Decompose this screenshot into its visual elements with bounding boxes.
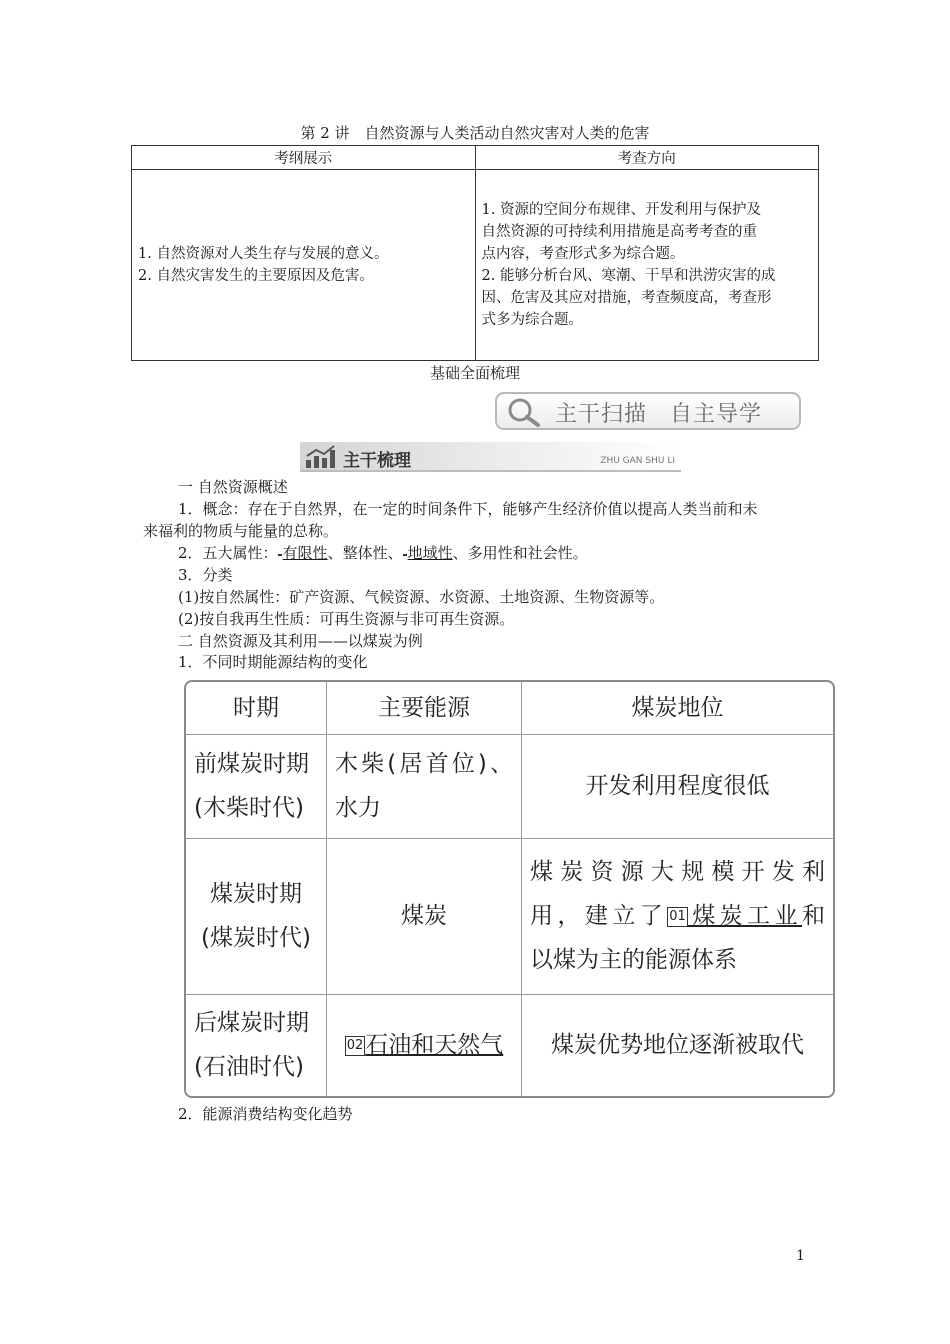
attributes-line: [178, 542, 588, 564]
concept-line-2: 来福利的物质与能量的总称。: [143, 522, 339, 540]
blank-answer: 煤炭工业: [687, 903, 803, 929]
classification-heading: 3．分类: [178, 566, 233, 584]
page-number: 1: [796, 1248, 805, 1264]
table-header-coal-status: 煤炭地位: [522, 682, 834, 734]
trend-chart-icon: [304, 444, 336, 470]
magnifier-icon: [505, 397, 545, 427]
period-era: (木柴时代): [194, 795, 304, 821]
outline-direction-line: 式多为综合题。: [481, 312, 583, 328]
outline-direction-line: 因、危害及其应对措施，考查频度高，考查形: [481, 290, 772, 306]
section-pinyin: ZHU GAN SHU LI: [600, 456, 675, 466]
period-cell: [186, 734, 327, 838]
period-era: (煤炭时代): [201, 925, 311, 951]
attributes-prefix: 2．五大属性：: [178, 544, 278, 562]
energy-cell: [327, 734, 522, 838]
section-header: [300, 442, 681, 472]
outline-direction-line: 自然资源的可持续利用措施是高考考查的重: [481, 224, 757, 240]
table-row: [186, 994, 833, 1096]
table-header-energy: 主要能源: [327, 682, 522, 734]
blank-number-box: [403, 554, 407, 556]
blank-number-box: [278, 554, 282, 556]
blank-answer: 地域性: [407, 544, 453, 562]
coal-status-cell: 开发利用程度很低: [522, 734, 834, 838]
status-line: [530, 894, 825, 938]
period-name: 前煤炭时期: [194, 751, 309, 777]
outline-direction-line: 1. 资源的空间分布规律、开发利用与保护及: [481, 202, 761, 218]
table-row: [186, 734, 833, 838]
classification-natural: (1)按自然属性：矿产资源、气候资源、水资源、土地资源、生物资源等。: [178, 588, 665, 606]
energy-structure-table: [184, 680, 835, 1098]
heading-coal-example: 二 自然资源及其利用——以煤炭为例: [178, 632, 423, 650]
outline-direction-line: 点内容，考查形式多为综合题。: [481, 246, 685, 262]
coal-status-cell: 煤炭优势地位逐渐被取代: [522, 994, 834, 1096]
status-line: 以煤为主的能源体系: [530, 947, 737, 973]
period-name: 煤炭时期: [210, 881, 302, 907]
energy-line: 木柴(居首位)、: [335, 751, 513, 777]
attributes-suffix: 、多用性和社会性。: [452, 544, 588, 562]
status-text: 和: [802, 903, 826, 929]
blank-answer: 有限性: [282, 544, 328, 562]
period-name: 后煤炭时期: [194, 1010, 309, 1037]
coal-status-cell: [522, 838, 834, 994]
status-line: 煤炭资源大规模开发利: [530, 859, 825, 885]
status-text: 用，建立了: [530, 903, 668, 929]
page-title: 第 2 讲 自然资源与人类活动自然灾害对人类的危害: [300, 124, 650, 142]
consumption-trend-heading: 2．能源消费结构变化趋势: [178, 1105, 353, 1123]
section-label: 主干梳理: [343, 451, 411, 471]
outline-direction-cell: [475, 170, 819, 361]
banner-text: 主干扫描 自主导学: [555, 402, 763, 427]
attributes-middle: 、整体性、: [327, 544, 403, 562]
outline-table: [131, 145, 819, 361]
energy-cell: 煤炭: [327, 838, 522, 994]
energy-cell: [327, 994, 522, 1096]
blank-number-box: 02: [345, 1036, 366, 1056]
energy-line: 水力: [335, 795, 381, 821]
table-row: [186, 838, 833, 994]
outline-header-direction: 考查方向: [475, 146, 819, 170]
period-cell: [186, 838, 327, 994]
period-era: (石油时代): [194, 1054, 304, 1081]
outline-syllabus-line: 2. 自然灾害发生的主要原因及危害。: [138, 268, 374, 284]
period-cell: [186, 994, 327, 1096]
blank-number-box: 01: [667, 907, 688, 927]
classification-renewable: (2)按自我再生性质：可再生资源与非可再生资源。: [178, 610, 515, 628]
outline-syllabus-line: 1. 自然资源对人类生存与发展的意义。: [138, 246, 389, 262]
outline-syllabus-cell: [132, 170, 476, 361]
heading-natural-resources: 一 自然资源概述: [178, 478, 288, 496]
outline-header-syllabus: 考纲展示: [132, 146, 476, 170]
banner: [495, 392, 801, 430]
basics-heading: 基础全面梳理: [429, 364, 520, 382]
outline-direction-line: 2. 能够分析台风、寒潮、干旱和洪涝灾害的成: [481, 268, 776, 284]
blank-answer: 石油和天然气: [365, 1032, 504, 1059]
concept-line-1: 1．概念：存在于自然界，在一定的时间条件下，能够产生经济价值以提高人类当前和未: [178, 500, 758, 518]
table-header-period: 时期: [186, 682, 327, 734]
energy-structure-heading: 1．不同时期能源结构的变化: [178, 653, 368, 671]
